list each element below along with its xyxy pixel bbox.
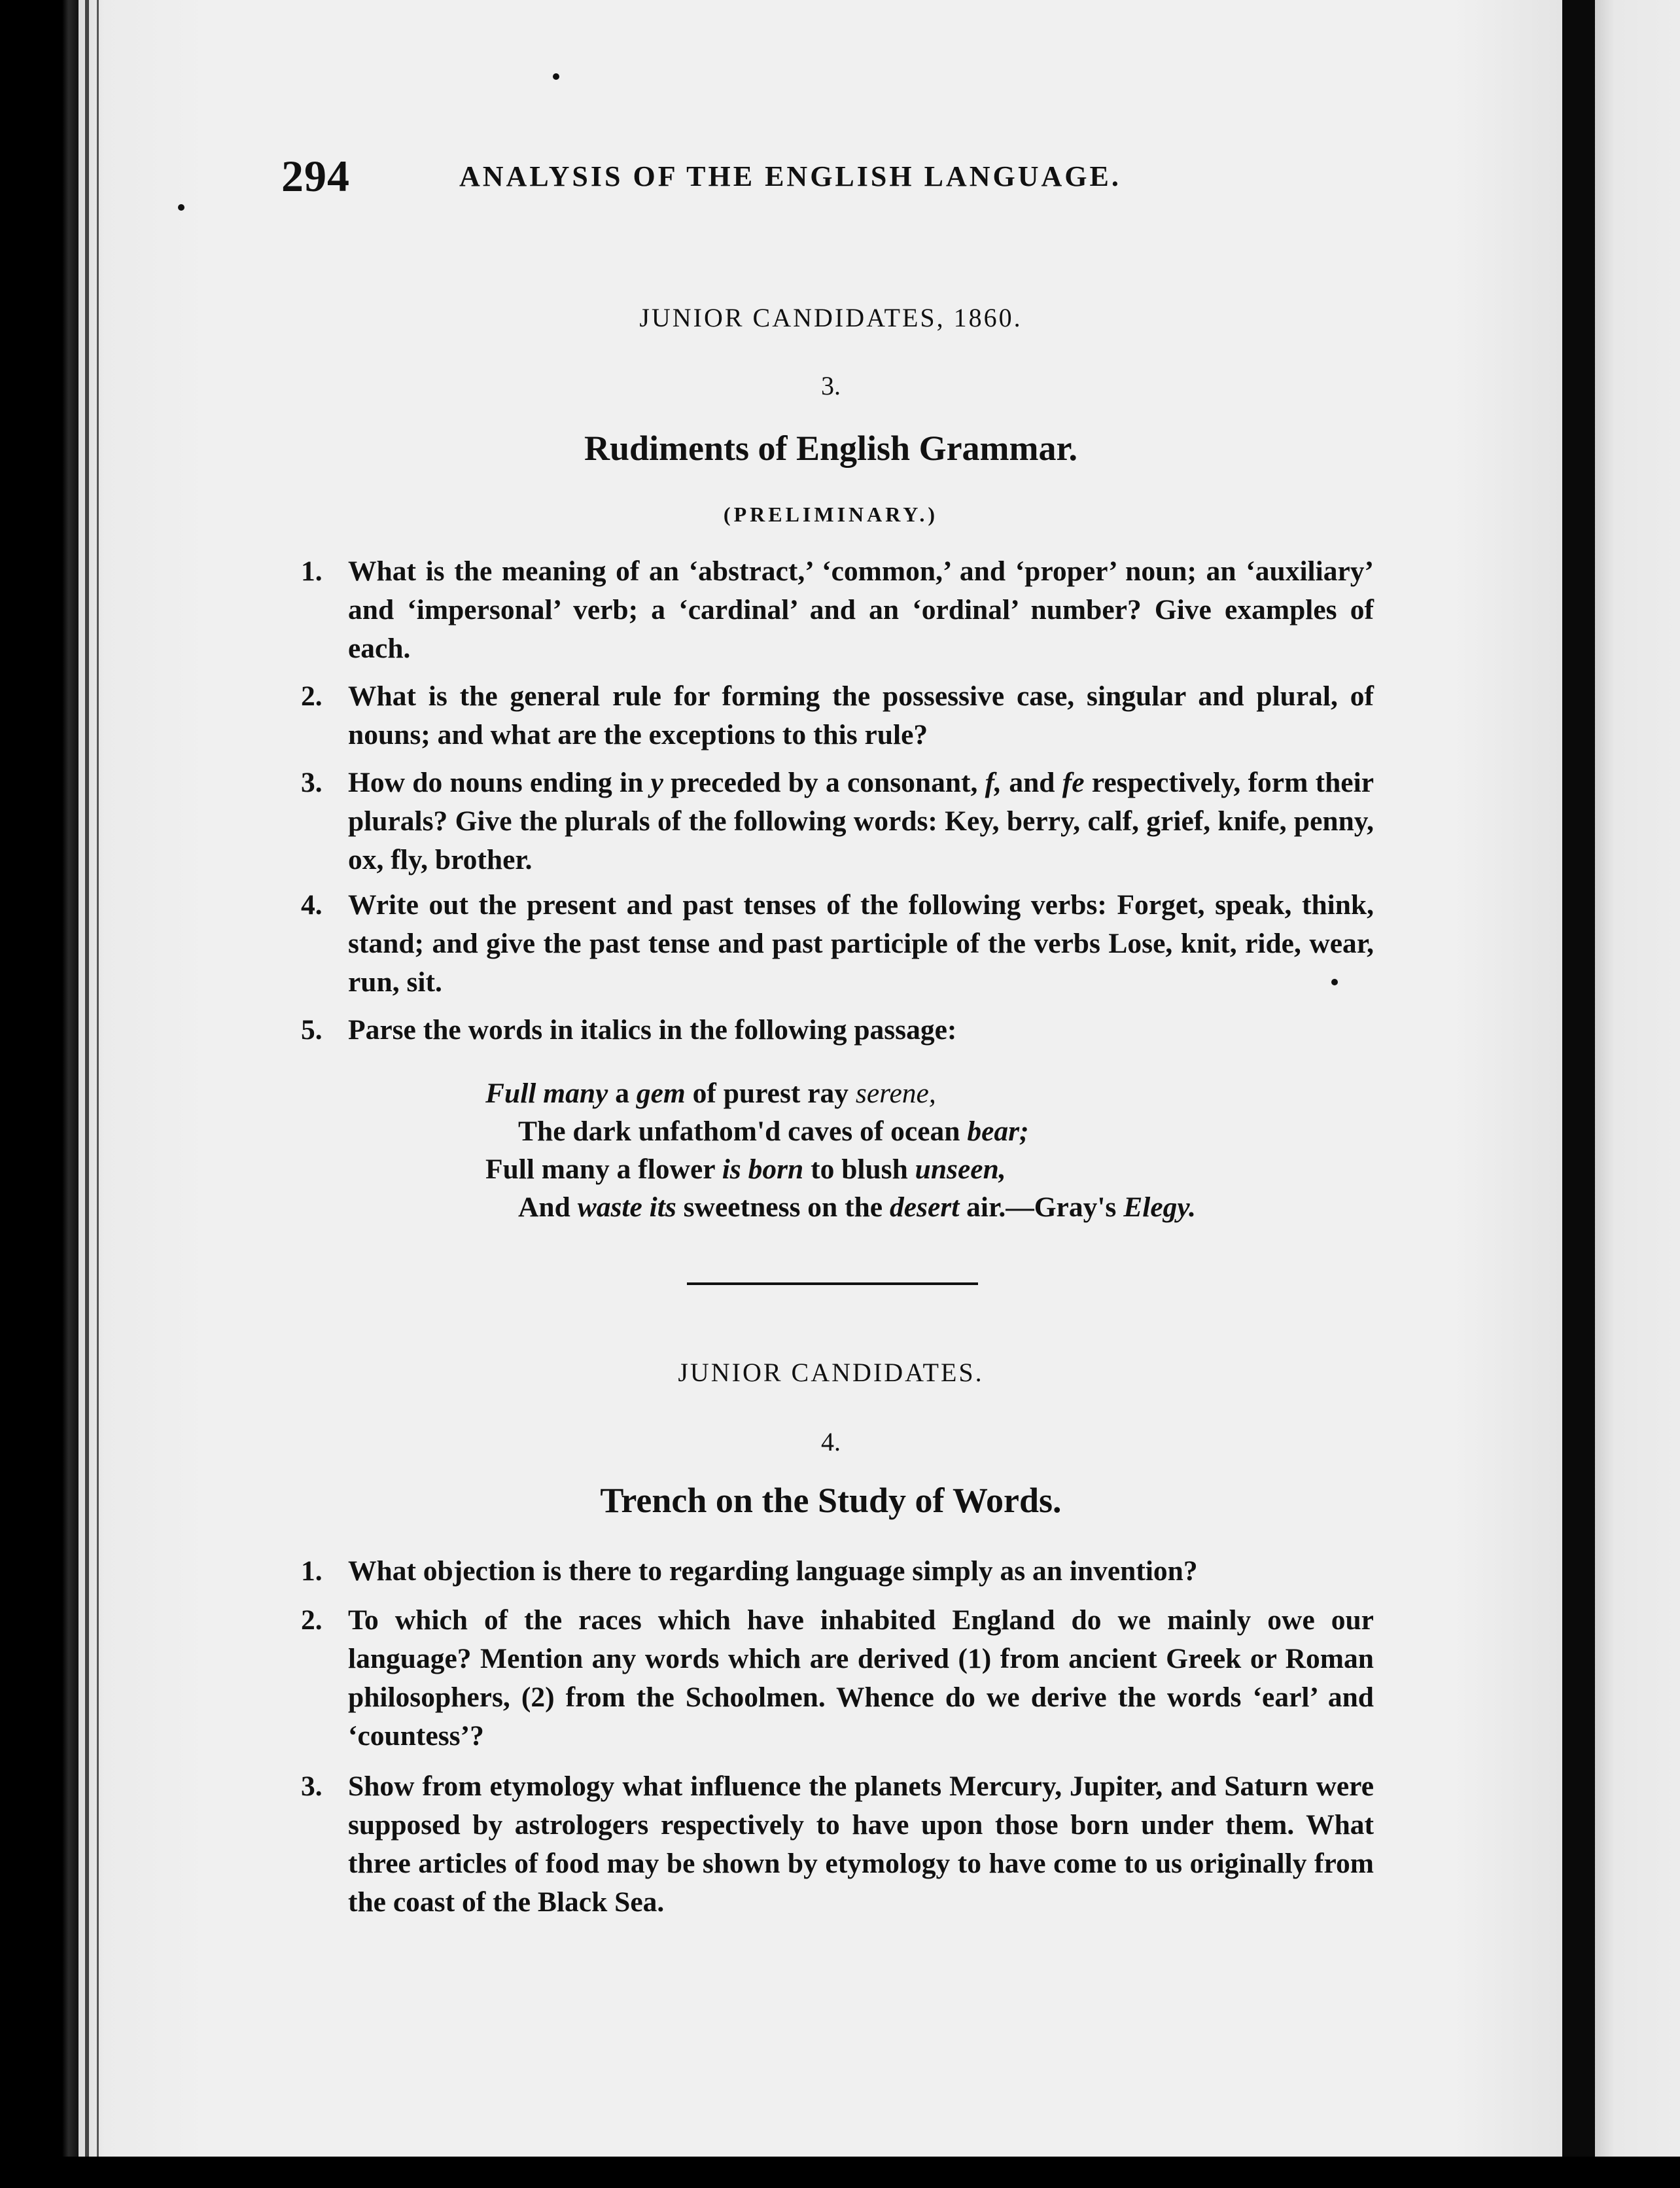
poem-line [485, 1112, 1196, 1150]
question-number: 2. [301, 1604, 323, 1636]
question-text: What is the general rule for forming the possessive case, singular and plural, of nouns; and what are the exceptions to this rule? [348, 680, 1374, 750]
text-run: and [1002, 767, 1062, 798]
question-text [348, 764, 1374, 879]
facing-page-edge [1595, 0, 1680, 2188]
question-number: 1. [301, 1555, 323, 1587]
ink-speck [553, 73, 559, 80]
italic-word: is born [722, 1154, 804, 1185]
running-title: ANALYSIS OF THE ENGLISH LANGUAGE. [459, 160, 1121, 192]
text-run: preceded by a consonant, [663, 767, 985, 798]
page-number: 294 [281, 151, 350, 201]
section2-exam-heading: JUNIOR CANDIDATES. [678, 1358, 984, 1387]
text-run: Full many a flower [485, 1154, 722, 1185]
text-run: And [518, 1191, 578, 1223]
poem-line [485, 1150, 1196, 1188]
question-text: What objection is there to regarding language simply as an invention? [348, 1555, 1198, 1587]
question-number: 1. [301, 556, 323, 587]
question-text: Parse the words in italics in the following passage: [348, 1014, 957, 1046]
italic-word: Full many [485, 1078, 608, 1109]
question-item [301, 1552, 1374, 1591]
italic-word: desert [889, 1191, 960, 1223]
poem-line [485, 1188, 1196, 1226]
italic-word: f, [985, 767, 1002, 798]
question-text: Write out the present and past tenses of the following verbs: Forget, speak, think, stand; and give the past tense and past participle of the verbs Lose, knit, ride, wear, run, sit. [348, 889, 1374, 998]
section2-question-list [301, 1552, 1374, 1922]
section1-paper-number: 3. [821, 371, 841, 400]
italic-word: fe [1062, 767, 1085, 798]
question-item [301, 1767, 1374, 1922]
question-text: To which of the races which have inhabited England do we mainly owe our language? Mention any words which are derived (1) from ancient Greek or Roman philosophers, (2) from the Schoolmen. Whence do we derive the words ‘earl’ and ‘countess’? [348, 1604, 1374, 1752]
italic-word: bear; [967, 1116, 1029, 1147]
italic-word: waste its [577, 1191, 676, 1223]
question-number: 3. [301, 1771, 323, 1802]
question-text: Show from etymology what influence the planets Mercury, Jupiter, and Saturn were supposed by astrologers respectively to have upon those born under them. What three articles of food may be shown by etymology to have come to us originally from the coast of the Black Sea. [348, 1771, 1374, 1918]
section1-title: Rudiments of English Grammar. [584, 429, 1078, 468]
text-run: How do nouns ending in [348, 767, 651, 798]
question-number: 5. [301, 1014, 323, 1046]
text-run: of purest ray [685, 1078, 856, 1109]
question-item [301, 1011, 1374, 1050]
italic-word: serene, [855, 1078, 936, 1109]
section1-subtitle: (PRELIMINARY.) [723, 503, 939, 526]
text-run: sweetness on the [676, 1191, 890, 1223]
italic-word: gem [636, 1078, 686, 1109]
section1-exam-heading: JUNIOR CANDIDATES, 1860. [639, 303, 1023, 332]
scan-left-edge [0, 0, 79, 2188]
question-item [301, 1601, 1374, 1756]
page-edge-line-inner [97, 0, 99, 2188]
section-divider-rule [687, 1282, 978, 1285]
ink-speck [178, 204, 184, 211]
question-number: 3. [301, 767, 323, 798]
italic-word: unseen, [915, 1154, 1006, 1185]
section2-title: Trench on the Study of Words. [600, 1481, 1062, 1520]
italic-word: Elegy. [1123, 1191, 1196, 1223]
text-run: a [608, 1078, 637, 1109]
poem-quotation [485, 1074, 1196, 1226]
text-run: respectively, form their plurals? Give the plurals of the following words: Key, berry, calf, grief, knife, penny, ox, fly, brother. [348, 767, 1374, 875]
text-run: to blush [803, 1154, 915, 1185]
section1-question-list [301, 552, 1374, 1050]
italic-word: y [650, 767, 663, 798]
poem-line [485, 1074, 1196, 1112]
question-item [301, 552, 1374, 668]
page-edge-line [85, 0, 89, 2188]
running-head [281, 150, 1393, 209]
question-number: 2. [301, 680, 323, 712]
scan-bottom-edge [0, 2157, 1680, 2188]
text-run: air.—Gray's [959, 1191, 1124, 1223]
question-item [301, 677, 1374, 754]
question-text: What is the meaning of an ‘abstract,’ ‘common,’ and ‘proper’ noun; an ‘auxiliary’ and ‘impersonal’ verb; a ‘cardinal’ and an ‘ordinal’ number? Give examples of each. [348, 556, 1374, 664]
question-item [301, 764, 1374, 879]
section2-paper-number: 4. [821, 1427, 841, 1456]
question-item [301, 886, 1374, 1002]
book-gutter [1562, 0, 1595, 2188]
question-number: 4. [301, 889, 323, 921]
text-run: The dark unfathom'd caves of ocean [518, 1116, 968, 1147]
